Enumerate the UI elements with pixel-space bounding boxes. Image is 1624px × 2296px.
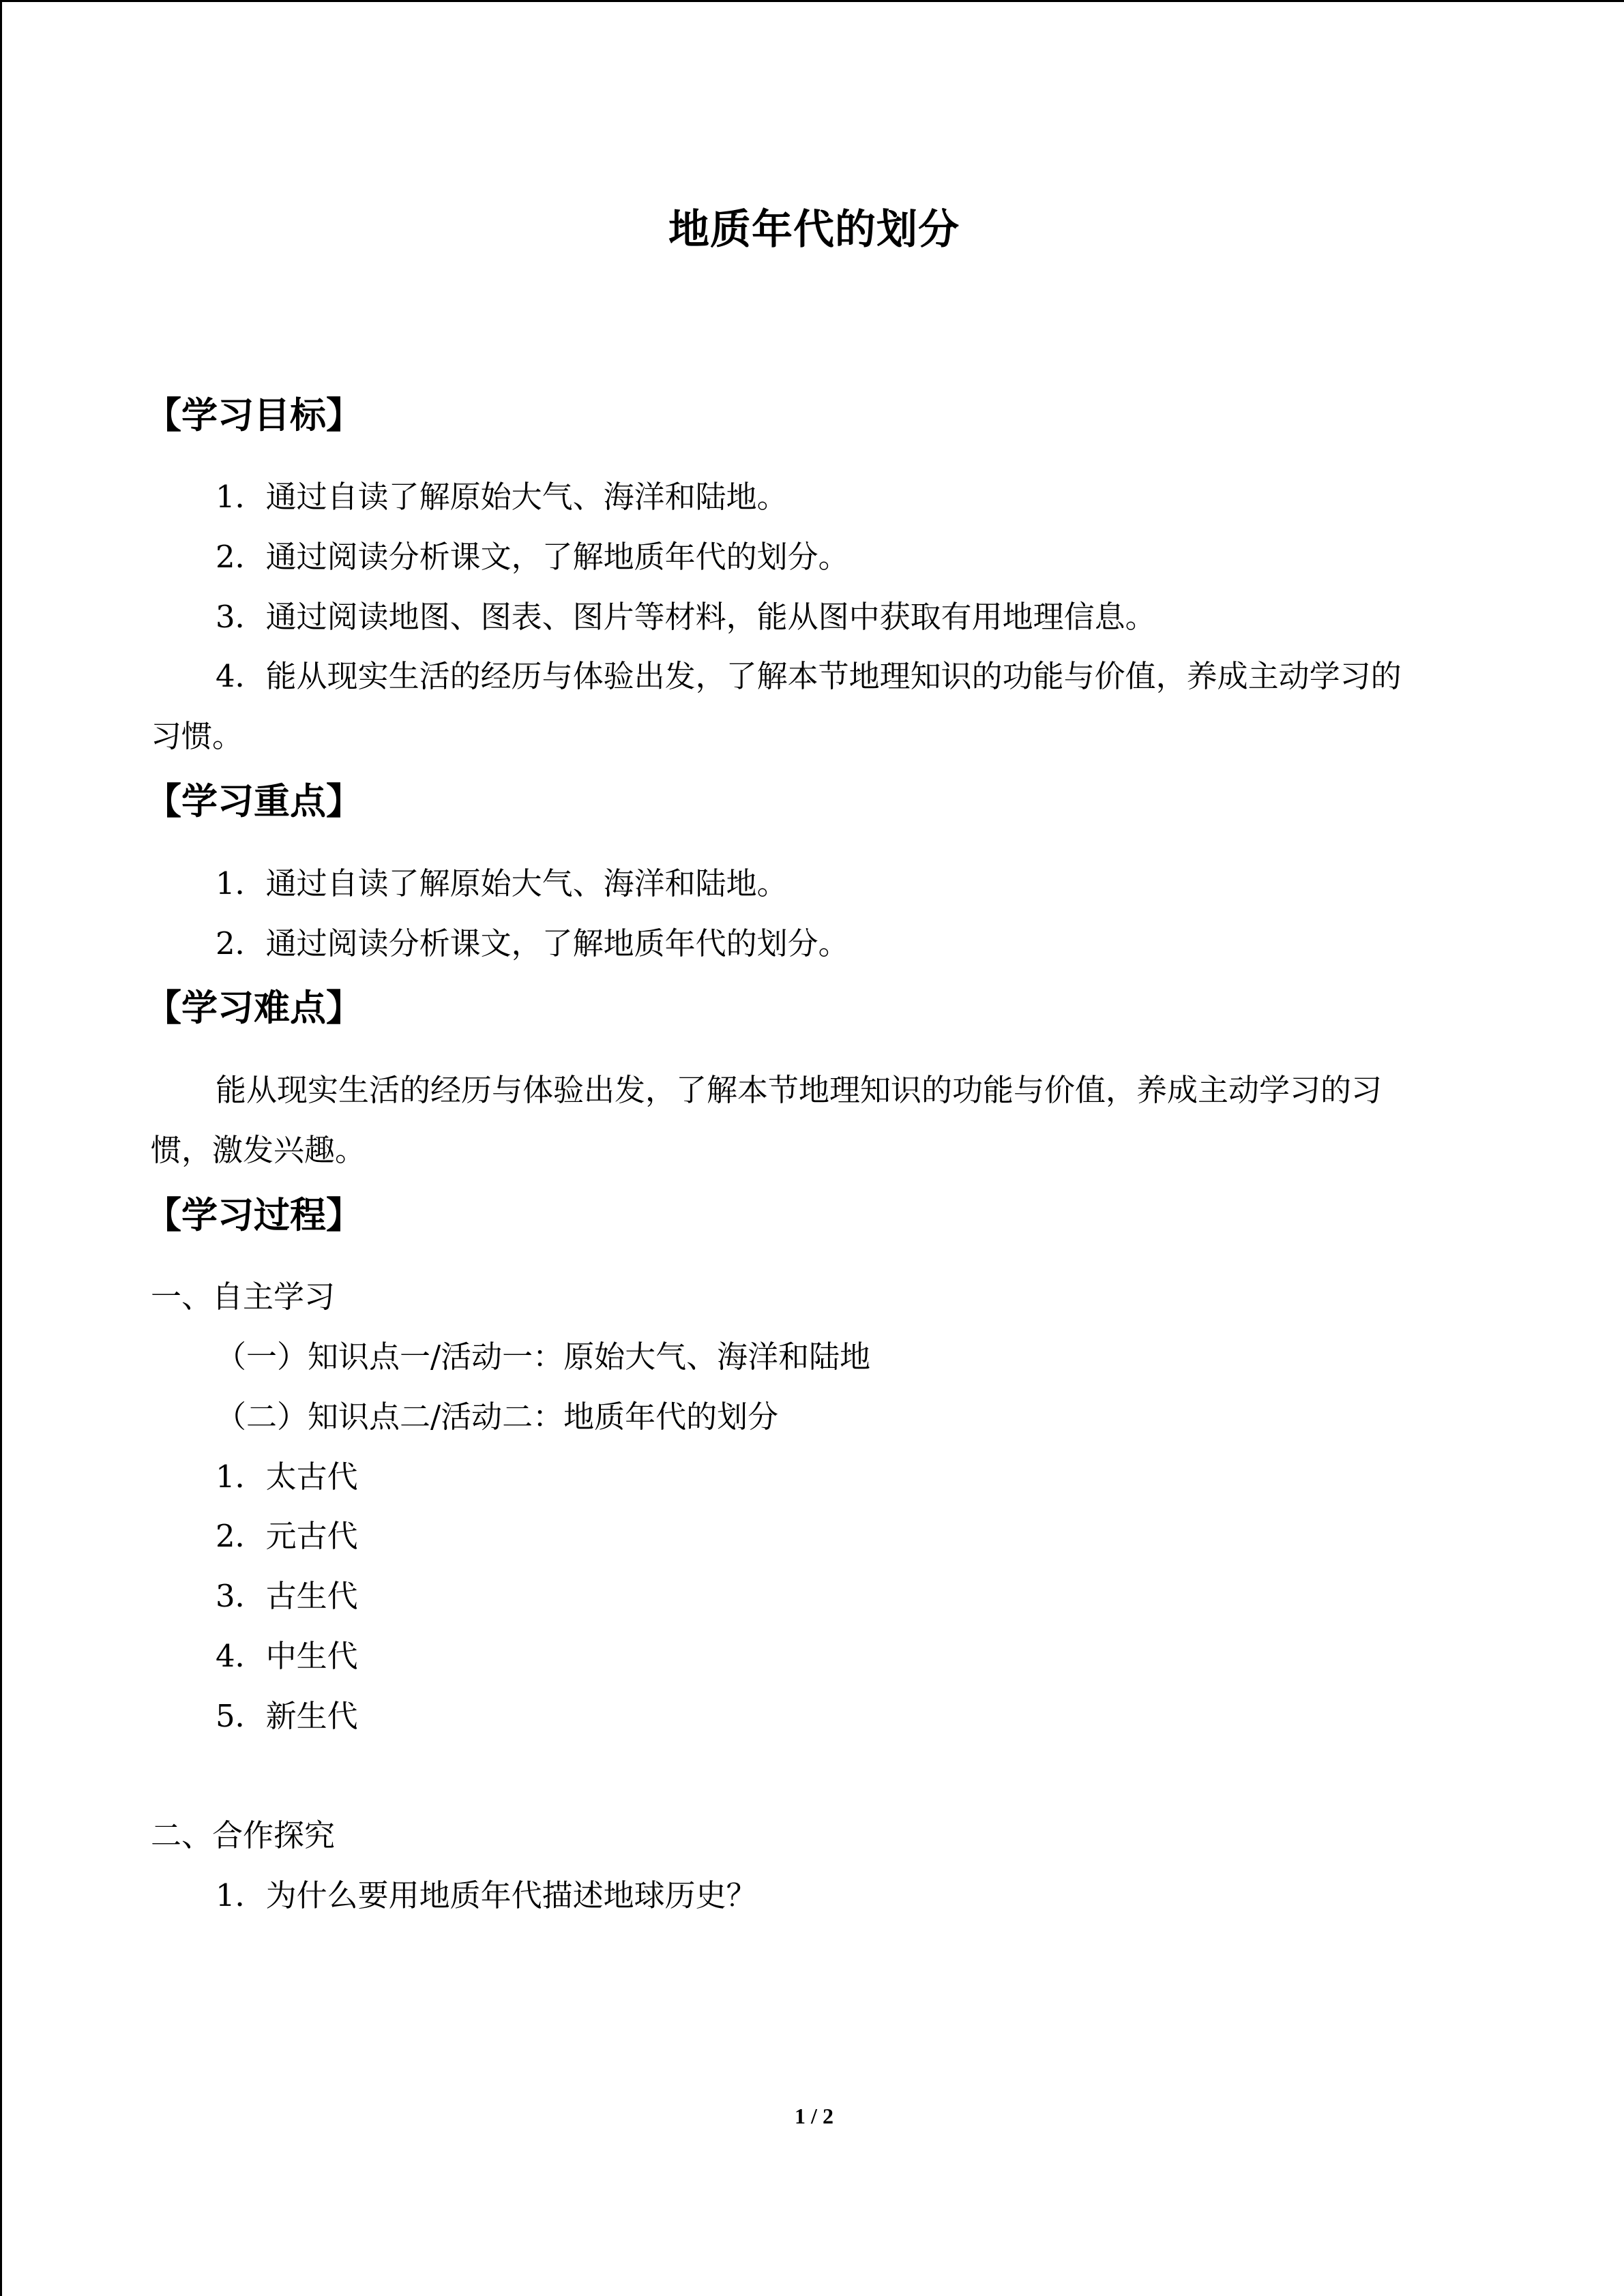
knowledge-point-1: （一）知识点一/活动一：原始大气、海洋和陆地 bbox=[216, 1339, 871, 1375]
objective-item-3: 3．通过阅读地图、图表、图片等材料，能从图中获取有用地理信息。 bbox=[216, 599, 1156, 635]
key-point-item-2: 2．通过阅读分析课文，了解地质年代的划分。 bbox=[216, 925, 849, 961]
cooperative-inquiry-title: 二、合作探究 bbox=[151, 1817, 336, 1853]
era-item-2: 2．元古代 bbox=[216, 1518, 358, 1554]
key-point-item-1: 1．通过自读了解原始大气、海洋和陆地。 bbox=[216, 865, 788, 901]
key-points-heading: 【学习重点】 bbox=[145, 780, 362, 822]
difficulties-line-2: 惯，激发兴趣。 bbox=[151, 1132, 366, 1168]
difficulties-heading: 【学习难点】 bbox=[145, 987, 362, 1029]
objective-item-2: 2．通过阅读分析课文，了解地质年代的划分。 bbox=[216, 539, 849, 575]
difficulties-line-1: 能从现实生活的经历与体验出发，了解本节地理知识的功能与价值，养成主动学习的习 bbox=[216, 1072, 1383, 1108]
era-item-3: 3．古生代 bbox=[216, 1578, 358, 1614]
inquiry-question-1: 1．为什么要用地质年代描述地球历史？ bbox=[216, 1877, 757, 1913]
page-title: 地质年代的划分 bbox=[668, 206, 960, 254]
era-item-1: 1．太古代 bbox=[216, 1459, 358, 1495]
era-item-4: 4．中生代 bbox=[216, 1638, 358, 1674]
page-number: 1 / 2 bbox=[795, 2104, 833, 2128]
objective-item-4-continued: 习惯。 bbox=[151, 718, 243, 754]
objective-item-4: 4．能从现实生活的经历与体验出发，了解本节地理知识的功能与价值，养成主动学习的 bbox=[216, 658, 1402, 694]
process-heading: 【学习过程】 bbox=[145, 1194, 362, 1236]
self-study-title: 一、自主学习 bbox=[151, 1279, 336, 1315]
objective-item-1: 1．通过自读了解原始大气、海洋和陆地。 bbox=[216, 479, 788, 515]
knowledge-point-2: （二）知识点二/活动二：地质年代的划分 bbox=[216, 1399, 779, 1435]
era-item-5: 5．新生代 bbox=[216, 1698, 358, 1734]
objectives-heading: 【学习目标】 bbox=[145, 394, 362, 436]
